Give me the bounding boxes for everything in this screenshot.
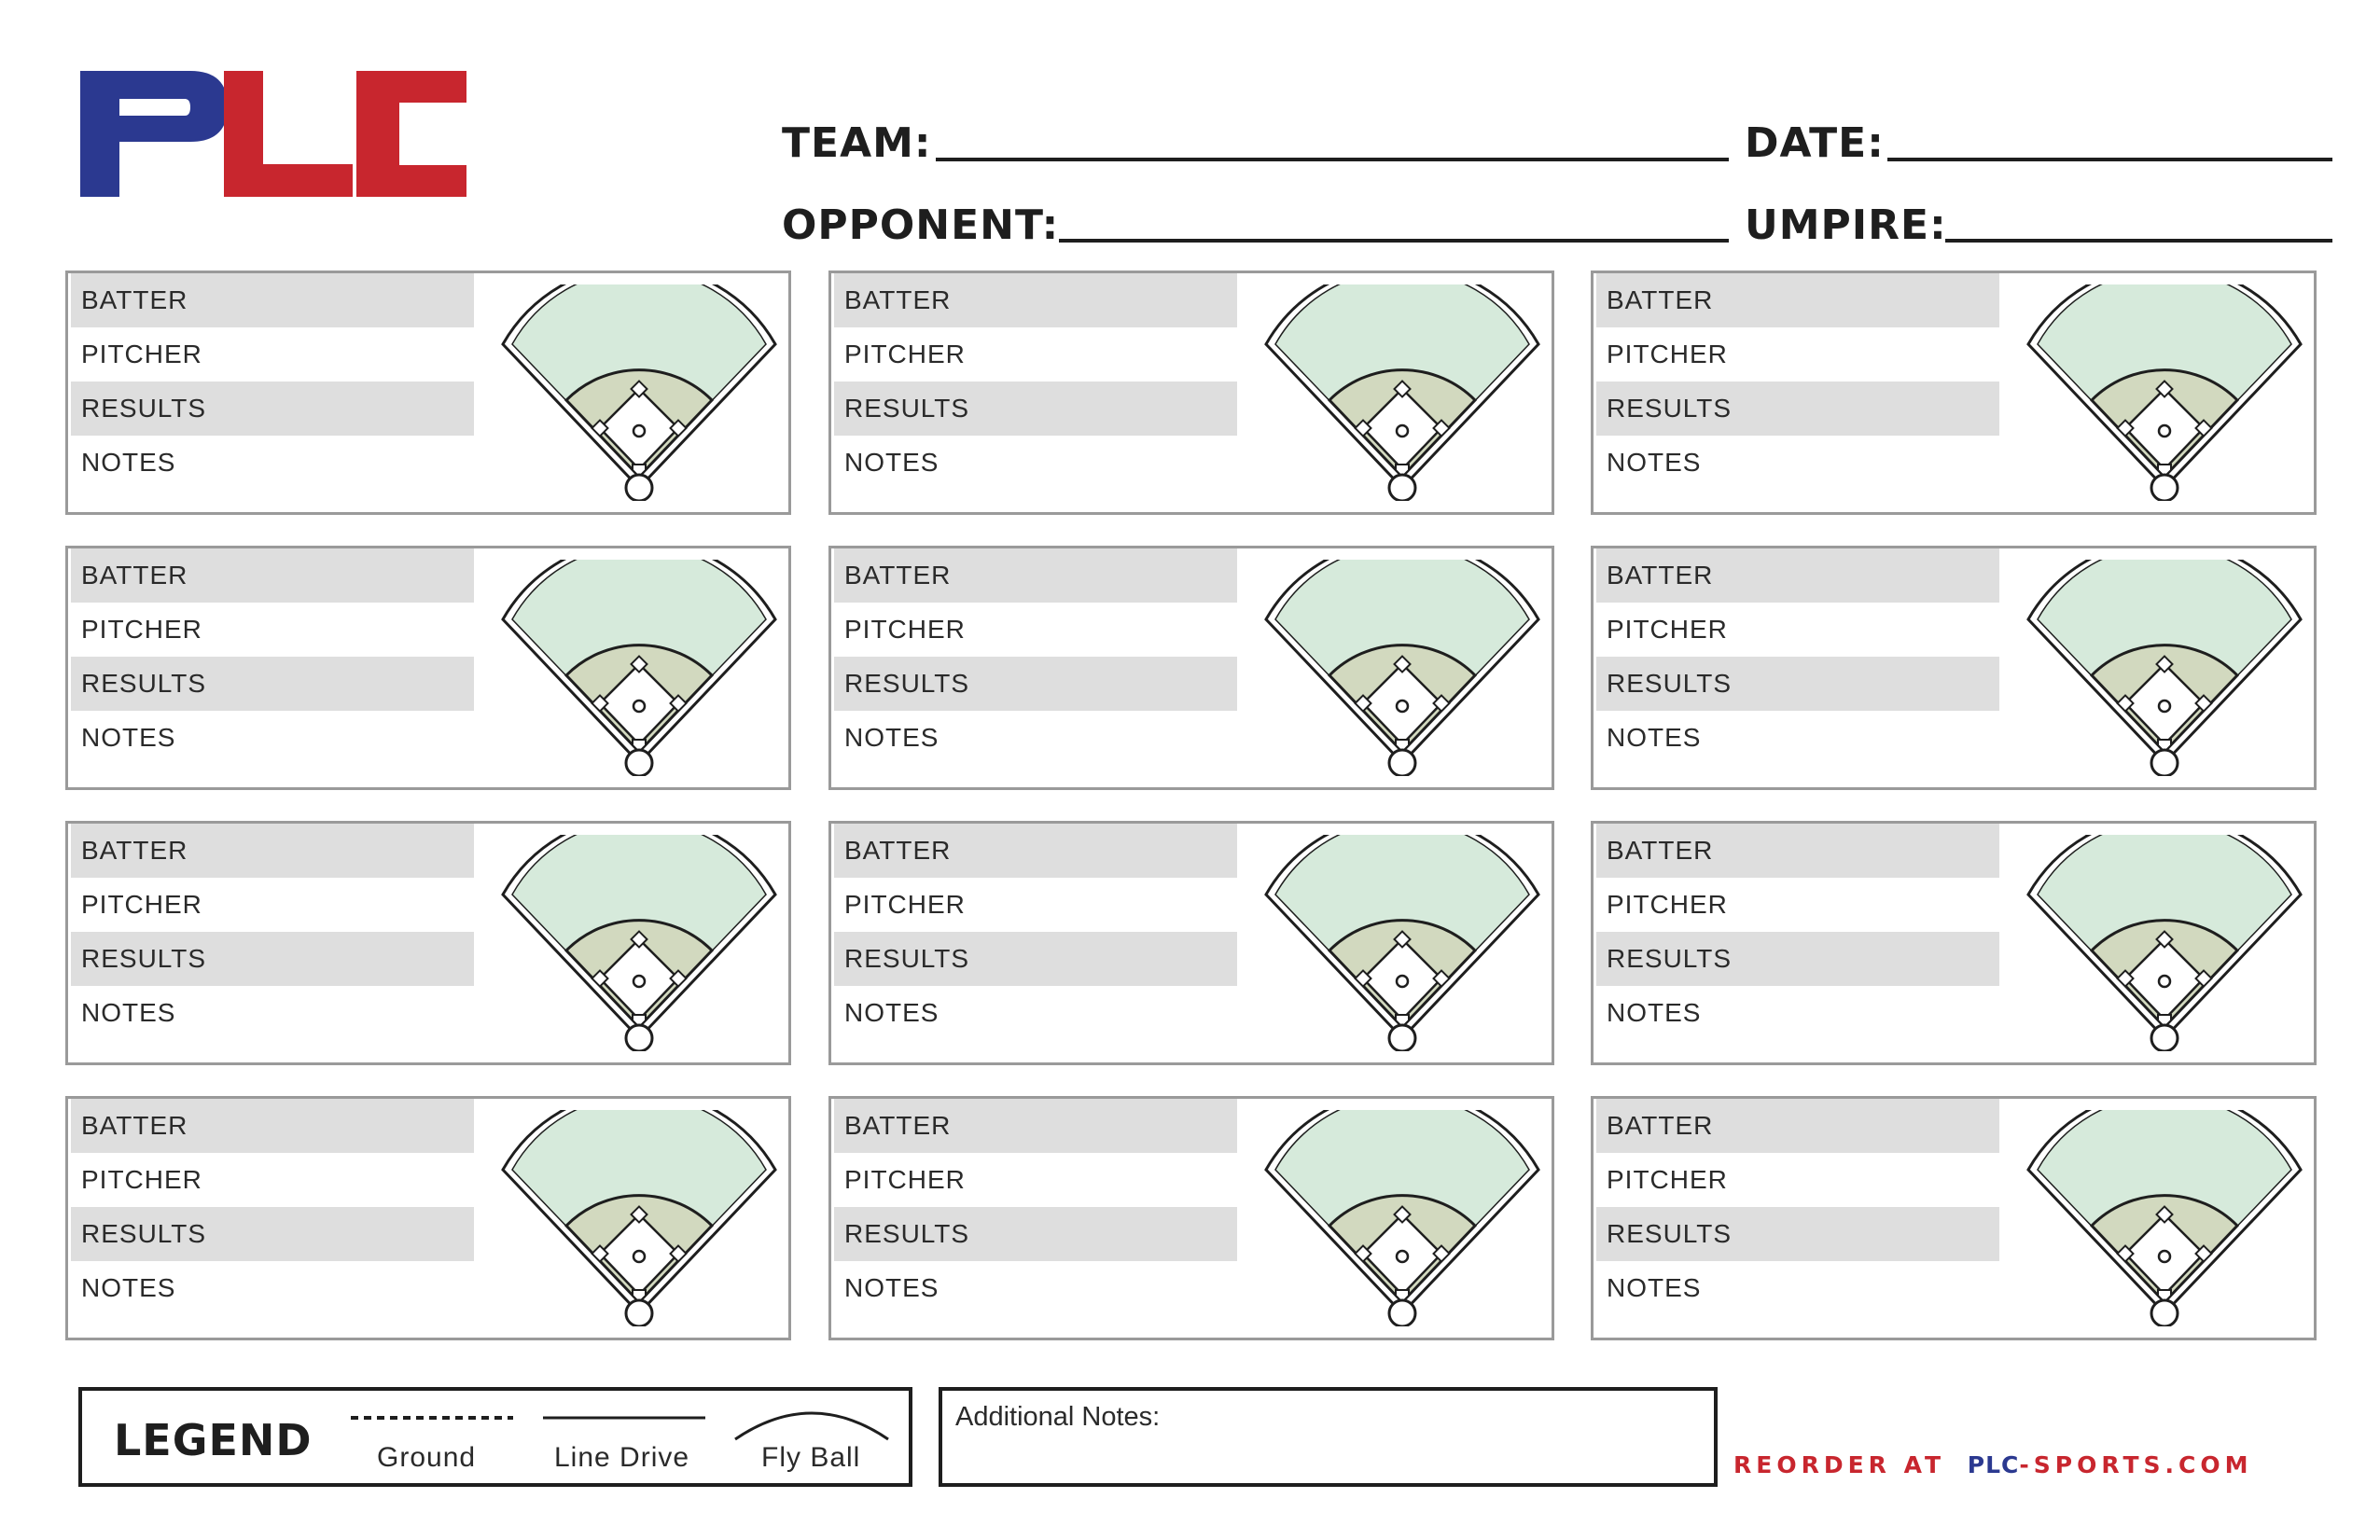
date-label: DATE: <box>1745 119 1885 167</box>
pitcher-row[interactable] <box>71 1153 474 1207</box>
batter-row[interactable] <box>834 548 1237 603</box>
pitchers-mound <box>633 976 645 987</box>
additional-notes-label: Additional Notes: <box>955 1402 1161 1432</box>
notes-row[interactable] <box>834 986 1237 1040</box>
batter-row[interactable] <box>71 824 474 878</box>
batter-label: BATTER <box>844 1111 952 1140</box>
notes-row[interactable] <box>834 1261 1237 1315</box>
results-label: RESULTS <box>844 394 970 423</box>
notes-row[interactable] <box>834 436 1237 490</box>
pitcher-label: PITCHER <box>844 890 966 919</box>
pitcher-row[interactable] <box>1596 878 1999 932</box>
batter-row[interactable] <box>834 1099 1237 1153</box>
batter-row[interactable] <box>71 1099 474 1153</box>
fly-ball-swatch <box>730 1398 898 1445</box>
pitcher-label: PITCHER <box>1607 340 1728 368</box>
pitcher-row[interactable] <box>834 878 1237 932</box>
pitcher-row[interactable] <box>71 603 474 657</box>
baseball-field-diagram[interactable] <box>2025 284 2304 501</box>
batter-label: BATTER <box>844 285 952 314</box>
pitchers-mound <box>1397 425 1408 437</box>
batters-circle <box>2151 475 2178 501</box>
notes-label: NOTES <box>1607 448 1702 477</box>
results-label: RESULTS <box>1607 394 1733 423</box>
results-row[interactable] <box>1596 932 1999 986</box>
at-bat-card <box>1591 821 2317 1065</box>
notes-label: NOTES <box>81 723 176 752</box>
batter-label: BATTER <box>81 285 188 314</box>
pitchers-mound <box>2159 1251 2170 1262</box>
pitchers-mound <box>1397 701 1408 712</box>
site-suffix[interactable]: -SPORTS.COM <box>2019 1451 2253 1478</box>
at-bat-card <box>1591 1096 2317 1340</box>
results-row[interactable] <box>1596 1207 1999 1261</box>
batters-circle <box>1389 1300 1415 1326</box>
pitchers-mound <box>2159 425 2170 437</box>
at-bat-card <box>828 271 1554 515</box>
pitcher-row[interactable] <box>834 1153 1237 1207</box>
ground-line-swatch <box>349 1413 517 1422</box>
batters-circle <box>1389 1025 1415 1051</box>
notes-row[interactable] <box>834 711 1237 765</box>
pitcher-label: PITCHER <box>844 340 966 368</box>
baseball-field-diagram[interactable] <box>1262 835 1542 1051</box>
logo-c <box>356 71 466 197</box>
notes-label: NOTES <box>844 1273 939 1302</box>
notes-row[interactable] <box>1596 436 1999 490</box>
results-row[interactable] <box>834 932 1237 986</box>
batters-circle <box>626 1300 652 1326</box>
notes-row[interactable] <box>71 986 474 1040</box>
results-label: RESULTS <box>1607 669 1733 698</box>
site-brand[interactable]: PLC <box>1967 1451 2020 1478</box>
pitcher-row[interactable] <box>834 327 1237 382</box>
pitcher-label: PITCHER <box>81 890 202 919</box>
batter-label: BATTER <box>844 561 952 590</box>
batters-circle <box>626 750 652 776</box>
pitchers-mound <box>633 1251 645 1262</box>
results-row[interactable] <box>834 1207 1237 1261</box>
notes-label: NOTES <box>1607 723 1702 752</box>
notes-row[interactable] <box>1596 1261 1999 1315</box>
batter-row[interactable] <box>834 273 1237 327</box>
batter-row[interactable] <box>1596 824 1999 878</box>
pitcher-row[interactable] <box>71 878 474 932</box>
results-label: RESULTS <box>844 669 970 698</box>
baseball-field-diagram[interactable] <box>2025 835 2304 1051</box>
notes-row[interactable] <box>1596 986 1999 1040</box>
notes-label: NOTES <box>844 448 939 477</box>
batters-circle <box>1389 750 1415 776</box>
plc-logo <box>80 71 472 206</box>
pitchers-mound <box>633 425 645 437</box>
batter-row[interactable] <box>71 273 474 327</box>
results-row[interactable] <box>834 382 1237 436</box>
results-row[interactable] <box>71 382 474 436</box>
notes-label: NOTES <box>844 998 939 1027</box>
at-bat-card <box>828 546 1554 790</box>
batter-label: BATTER <box>81 836 188 865</box>
reorder-prefix: REORDER AT <box>1733 1451 1946 1478</box>
notes-row[interactable] <box>71 436 474 490</box>
batter-label: BATTER <box>81 561 188 590</box>
results-label: RESULTS <box>844 944 970 973</box>
team-input-line[interactable] <box>936 158 1729 161</box>
notes-label: NOTES <box>81 1273 176 1302</box>
legend-box <box>78 1387 912 1487</box>
baseball-field-diagram[interactable] <box>499 284 779 501</box>
umpire-input-line[interactable] <box>1945 239 2332 243</box>
results-label: RESULTS <box>1607 1219 1733 1248</box>
results-label: RESULTS <box>81 1219 207 1248</box>
at-bat-card <box>1591 271 2317 515</box>
pitchers-mound <box>1397 1251 1408 1262</box>
batter-row[interactable] <box>71 548 474 603</box>
pitchers-mound <box>2159 701 2170 712</box>
pitcher-label: PITCHER <box>81 1165 202 1194</box>
results-label: RESULTS <box>844 1219 970 1248</box>
date-input-line[interactable] <box>1887 158 2332 161</box>
batters-circle <box>626 475 652 501</box>
at-bat-card <box>65 271 791 515</box>
at-bat-card <box>65 546 791 790</box>
notes-row[interactable] <box>71 711 474 765</box>
additional-notes-box[interactable] <box>939 1387 1718 1487</box>
legend-line-drive: Line Drive <box>554 1442 690 1473</box>
pitcher-label: PITCHER <box>81 615 202 644</box>
baseball-field-diagram[interactable] <box>2025 1110 2304 1326</box>
logo-p <box>80 71 228 197</box>
notes-label: NOTES <box>81 448 176 477</box>
results-row[interactable] <box>834 657 1237 711</box>
results-row[interactable] <box>1596 382 1999 436</box>
at-bat-card <box>65 1096 791 1340</box>
pitchers-mound <box>2159 976 2170 987</box>
legend-title: LEGEND <box>114 1415 313 1465</box>
notes-label: NOTES <box>844 723 939 752</box>
batters-circle <box>2151 750 2178 776</box>
batter-row[interactable] <box>1596 548 1999 603</box>
batter-label: BATTER <box>1607 1111 1714 1140</box>
pitcher-row[interactable] <box>834 603 1237 657</box>
batter-row[interactable] <box>1596 273 1999 327</box>
baseball-field-diagram[interactable] <box>499 1110 779 1326</box>
baseball-field-diagram[interactable] <box>1262 560 1542 776</box>
pitcher-label: PITCHER <box>81 340 202 368</box>
batter-label: BATTER <box>844 836 952 865</box>
results-row[interactable] <box>71 1207 474 1261</box>
batters-circle <box>1389 475 1415 501</box>
pitcher-label: PITCHER <box>1607 615 1728 644</box>
batter-row[interactable] <box>1596 1099 1999 1153</box>
legend-fly-ball: Fly Ball <box>761 1442 861 1473</box>
results-label: RESULTS <box>81 394 207 423</box>
baseball-field-diagram[interactable] <box>499 560 779 776</box>
baseball-field-diagram[interactable] <box>499 835 779 1051</box>
batter-label: BATTER <box>1607 836 1714 865</box>
batters-circle <box>2151 1300 2178 1326</box>
pitcher-row[interactable] <box>71 327 474 382</box>
batters-circle <box>626 1025 652 1051</box>
baseball-field-diagram[interactable] <box>2025 560 2304 776</box>
results-row[interactable] <box>71 932 474 986</box>
opponent-label: OPPONENT: <box>782 201 1060 249</box>
notes-row[interactable] <box>71 1261 474 1315</box>
legend-ground: Ground <box>377 1442 477 1473</box>
at-bat-card <box>1591 546 2317 790</box>
logo-l <box>224 71 353 197</box>
batter-row[interactable] <box>834 824 1237 878</box>
batter-label: BATTER <box>1607 561 1714 590</box>
notes-label: NOTES <box>81 998 176 1027</box>
results-label: RESULTS <box>81 944 207 973</box>
baseball-field-diagram[interactable] <box>1262 1110 1542 1326</box>
results-row[interactable] <box>1596 657 1999 711</box>
batters-circle <box>2151 1025 2178 1051</box>
umpire-label: UMPIRE: <box>1745 201 1947 249</box>
line-drive-swatch <box>541 1413 709 1422</box>
results-label: RESULTS <box>1607 944 1733 973</box>
pitcher-row[interactable] <box>1596 1153 1999 1207</box>
pitcher-row[interactable] <box>1596 327 1999 382</box>
batter-label: BATTER <box>1607 285 1714 314</box>
at-bat-card <box>65 821 791 1065</box>
notes-label: NOTES <box>1607 1273 1702 1302</box>
reorder-footer <box>1733 1451 2253 1478</box>
results-label: RESULTS <box>81 669 207 698</box>
pitcher-label: PITCHER <box>1607 890 1728 919</box>
batter-label: BATTER <box>81 1111 188 1140</box>
results-row[interactable] <box>71 657 474 711</box>
notes-label: NOTES <box>1607 998 1702 1027</box>
pitchers-mound <box>1397 976 1408 987</box>
opponent-input-line[interactable] <box>1059 239 1729 243</box>
at-bat-card <box>828 1096 1554 1340</box>
team-label: TEAM: <box>782 119 932 167</box>
pitcher-label: PITCHER <box>844 1165 966 1194</box>
pitcher-label: PITCHER <box>844 615 966 644</box>
pitcher-label: PITCHER <box>1607 1165 1728 1194</box>
at-bat-card <box>828 821 1554 1065</box>
notes-row[interactable] <box>1596 711 1999 765</box>
baseball-field-diagram[interactable] <box>1262 284 1542 501</box>
pitcher-row[interactable] <box>1596 603 1999 657</box>
pitchers-mound <box>633 701 645 712</box>
